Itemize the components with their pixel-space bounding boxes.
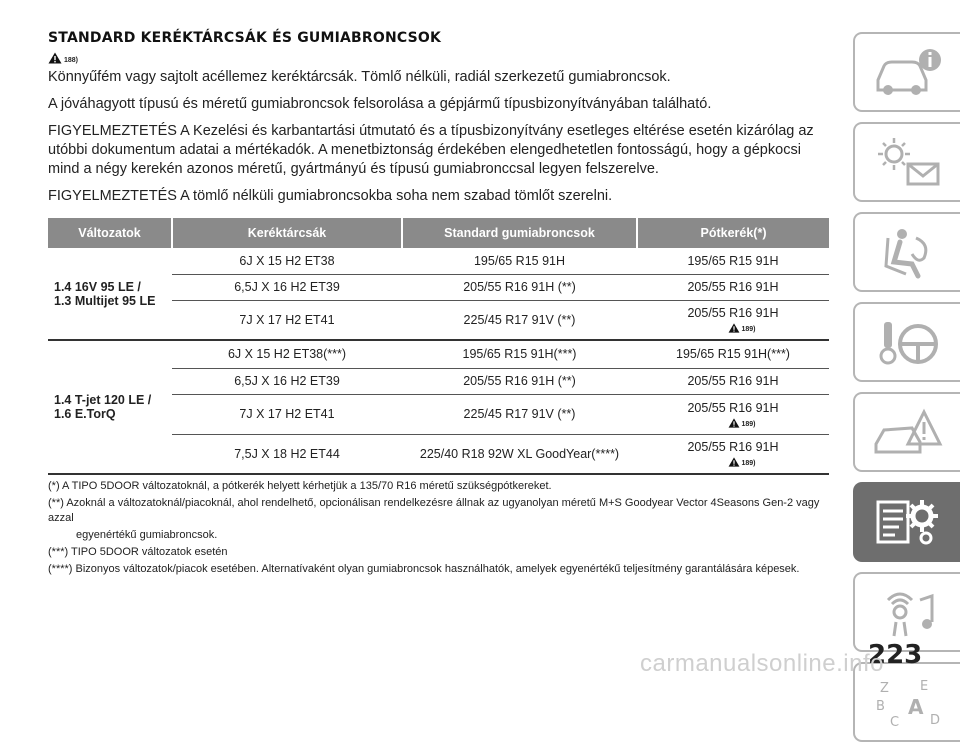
warning-ref-number: 188)	[64, 57, 79, 64]
spare-value: 205/55 R16 91H	[687, 440, 779, 455]
variant-cell	[48, 340, 172, 474]
warning-triangle-icon	[728, 323, 740, 333]
warning-triangle-icon	[48, 52, 62, 64]
col-header-variants: Változatok	[48, 218, 172, 248]
tab-emergency[interactable]	[853, 392, 960, 472]
page-title: STANDARD KERÉKTÁRCSÁK ÉS GUMIABRONCSOK	[48, 30, 442, 46]
specs-gear-icon	[872, 494, 944, 550]
tyre-cell: 225/45 R17 91V (**)	[402, 394, 637, 434]
tyre-cell: 205/55 R16 91H (**)	[402, 274, 637, 300]
tab-starting-driving[interactable]	[853, 302, 960, 382]
col-header-wheels: Keréktárcsák	[172, 218, 402, 248]
key-steering-wheel-icon	[872, 314, 944, 370]
variant-label: 1.3 Multijet 95 LE	[54, 293, 156, 308]
warning-ref-number: 189)	[741, 420, 756, 428]
footnote: (**) Azoknál a változatoknál/piacoknál, ahol rendelhető, opcionálisan rendelkezésre állnak az ugyanolyan méretű M+S Goodyear Vector 4Seasons Gen-2 vagy azzal	[48, 497, 820, 524]
paragraph-intro: Könnyűfém vagy sajtolt acéllemez keréktárcsák. Tömlő nélküli, radiál szerkezetű gumiabroncsok.	[48, 69, 671, 85]
footnote: (*) A TIPO 5DOOR változatoknál, a pótkerék helyett kérhetjük a 135/70 R16 méretű szükségpótkereket.	[48, 480, 552, 492]
spare-cell	[637, 434, 829, 474]
page-content	[48, 30, 828, 579]
warning-triangle-icon	[728, 457, 740, 467]
tyre-cell: 225/45 R17 91V (**)	[402, 300, 637, 340]
table-header-row	[48, 218, 829, 248]
wheel-cell: 6,5J X 16 H2 ET39	[172, 274, 402, 300]
svg-text:A: A	[907, 695, 923, 719]
spare-cell: 195/65 R15 91H	[637, 248, 829, 274]
wheel-cell: 6J X 15 H2 ET38(***)	[172, 340, 402, 368]
wheels-tyres-table	[48, 218, 829, 475]
spare-value: 205/55 R16 91H	[687, 306, 779, 321]
watermark: carmanualsonline.info	[640, 650, 884, 677]
svg-text:E: E	[919, 679, 928, 694]
breakdown-icon	[872, 404, 944, 460]
table-footnotes	[48, 479, 828, 577]
tyre-cell: 195/65 R15 91H(***)	[402, 340, 637, 368]
alphabet-index-icon	[872, 674, 944, 730]
spare-cell	[637, 300, 829, 340]
spare-cell	[637, 394, 829, 434]
wheel-cell: 7J X 17 H2 ET41	[172, 300, 402, 340]
svg-text:D: D	[929, 713, 940, 728]
col-header-spare: Pótkerék(*)	[637, 218, 829, 248]
paragraph-approval: A jóváhagyott típusú és méretű gumiabroncsok felsorolása a gépjármű típusbizonyítványában található.	[48, 96, 712, 112]
spare-cell: 195/65 R15 91H(***)	[637, 340, 829, 368]
svg-text:B: B	[875, 699, 885, 714]
col-header-tyres: Standard gumiabroncsok	[402, 218, 637, 248]
variant-cell	[48, 248, 172, 340]
seat-airbag-icon	[872, 224, 944, 280]
warning-reference	[48, 50, 828, 64]
footnote: (***) TIPO 5DOOR változatok esetén	[48, 546, 228, 558]
variant-label: 1.4 T-jet 120 LE /	[54, 393, 152, 407]
footnote: egyenértékű gumiabroncsok.	[76, 529, 218, 541]
variant-label: 1.6 E.TorQ	[54, 407, 116, 421]
footnote: (****) Bizonyos változatok/piacok esetében. Alternatívaként olyan gumiabroncsok használhatók, amelyek egyenértékű teljesítmény garantálására képesek.	[48, 563, 800, 575]
tab-safety[interactable]	[853, 212, 960, 292]
svg-text:Z: Z	[879, 681, 889, 696]
warning-ref-number: 189)	[741, 460, 756, 468]
wheel-cell: 6,5J X 16 H2 ET39	[172, 368, 402, 394]
spare-cell: 205/55 R16 91H	[637, 368, 829, 394]
warning-light-message-icon	[872, 134, 944, 190]
table-row	[48, 340, 829, 368]
tyre-cell: 225/40 R18 92W XL GoodYear(****)	[402, 434, 637, 474]
variant-label: 1.4 16V 95 LE /	[54, 279, 141, 294]
paragraph-warning-2: FIGYELMEZTETÉS A tömlő nélküli gumiabroncsokba soha nem szabad tömlőt szerelni.	[48, 188, 613, 204]
table-row	[48, 248, 829, 274]
wheel-cell: 7,5J X 18 H2 ET44	[172, 434, 402, 474]
wheel-cell: 7J X 17 H2 ET41	[172, 394, 402, 434]
tyre-cell: 205/55 R16 91H (**)	[402, 368, 637, 394]
warning-triangle-icon	[728, 418, 740, 428]
spare-value: 205/55 R16 91H	[687, 400, 779, 415]
tab-warning-lights[interactable]	[853, 122, 960, 202]
car-info-icon	[872, 44, 944, 100]
svg-text:C: C	[889, 715, 899, 730]
page-number: 223	[868, 640, 923, 670]
spare-cell: 205/55 R16 91H	[637, 274, 829, 300]
wheel-cell: 6J X 15 H2 ET38	[172, 248, 402, 274]
tyre-cell: 195/65 R15 91H	[402, 248, 637, 274]
paragraph-warning-1: FIGYELMEZTETÉS A Kezelési és karbantartási útmutató és a típusbizonyítvány esetleges eltérése esetén kizárólag az utóbbi dokumentum adatai a mértékadók. A menetbiztonság érdekében elengedhetetlen fontosságú, hogy a gépkocsi mind a négy kerekén azonos méretű, gyártmányú és típusú gumiabronccsal legyen felszerelve.	[48, 123, 814, 177]
multimedia-icon	[872, 584, 944, 640]
tab-technical-specs[interactable]	[853, 482, 960, 562]
tab-car-info[interactable]	[853, 32, 960, 112]
warning-ref-number: 189)	[741, 326, 756, 334]
